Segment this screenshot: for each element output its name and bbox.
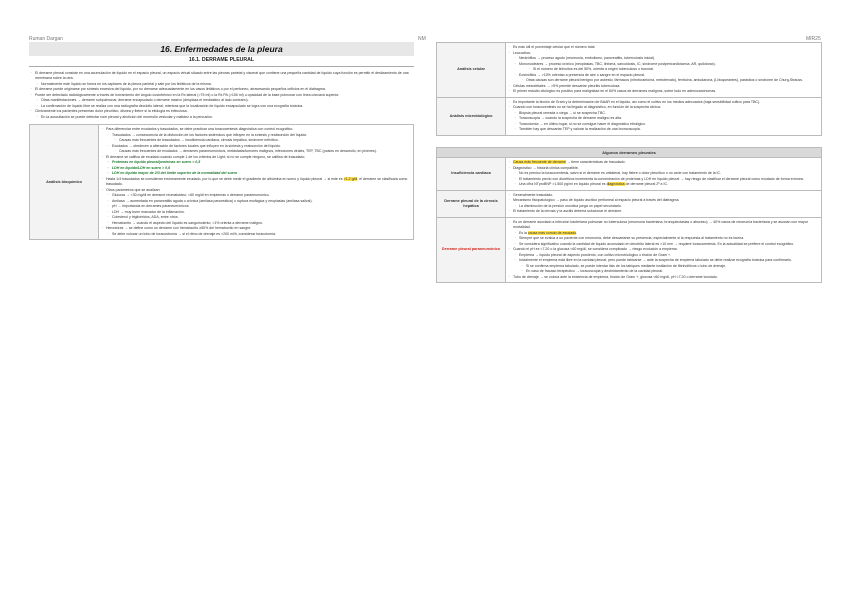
list-item: · Causas más frecuentes de exudados → derrames paraneumónicos, metástasis/tumores malignos, infecciones virales, TEP, TBC (países en desarrollo, en jóvenes).	[113, 149, 410, 155]
list-item: · Tubo de drenaje → se coloca ante la existencia de empiema, tinción de Gram +, glucosa <60 mg/dl, pH <7.20 o derrame loculado.	[507, 275, 818, 281]
list-item: · Hasta 1/4 trasudados se consideran erróneamente exudado, por lo que se debe medir el gradiente de albúmina en suero y líquido pleural → si este es >1,2 g/dl, el derrame se clasificará como trasudado.	[100, 177, 410, 188]
highlight: Causa más frecuente de derrame	[513, 160, 566, 164]
list-item: · Hematocrito → cuando el aspecto del líquido es sanguinolento; >1% orienta a derrame maligno.	[106, 221, 410, 227]
row-label: Derrame pleural de la cirrosis hepática	[437, 190, 506, 217]
list-item: · También hay que descartar TEP y valorar la realización de una broncoscopia.	[513, 127, 818, 133]
cirrosis-row	[437, 190, 822, 217]
list-item: · LDH → muy buen marcador de la inflamación.	[106, 210, 410, 216]
header-right-tag: MIR25	[806, 36, 821, 42]
list-item: · Mecanismo fisiopatológico → paso de líquido ascítico peritoneal al espacio pleural a través del diafragma.	[507, 198, 818, 204]
list-item: · En caso de fracaso terapéutico → toracoscopia y desbridamiento de la cavidad pleural.	[520, 269, 818, 275]
highlight: causa más común de exudado	[527, 230, 577, 235]
highlight: diagnóstica	[606, 182, 625, 186]
list-item: · pH → importancia en derrames paraneumónicos.	[106, 204, 410, 210]
derrames-table-header	[437, 147, 822, 158]
bioquimico-row	[30, 125, 414, 240]
row-content	[506, 158, 822, 191]
list-item: · Neutrófilos → proceso agudo (neumonía, embolismo, pancreatitis, tuberculosis inicial).	[513, 56, 818, 62]
row-content	[506, 43, 822, 98]
list-item: · Biopsia pleural cerrada o ciega → sí se sospecha TBC.	[513, 111, 818, 117]
list-item: · El tratamiento previo con diuréticos incrementa la concentración de proteínas y LDH en líquido pleural → hay riesgo de clasificar el derrame pleural como exudado de forma errónea.	[513, 177, 818, 183]
chapter-title: 16. Enfermedades de la pleura	[29, 42, 414, 56]
list-item: · Hemotórax → se define como un derrame con hematocrito ≥50% del hematocrito en sangre.	[100, 226, 410, 232]
list-item: · Puede ser detectado radiológicamente a través de borramiento del ángulo costofrénico en la Rx lateral (>75 ml) o la Rx PA (>150 ml) u opacidad de la base pulmonar con línea cóncava superior.	[29, 93, 414, 99]
list-item: · Inicialmente el empiema está libre en la cavidad pleural, pero puede tabicarse → ante la sospecha de empiema tabulado se debe realizar ecografía torácica para confirmarlo.	[513, 258, 818, 264]
row-content	[99, 125, 414, 240]
table-title: Algunos derrames pleurales	[437, 147, 822, 158]
header-left-name: Ruman Dargan	[29, 36, 63, 42]
list-item: · Diagnóstico → historia clínica compatible.	[507, 166, 818, 172]
list-item: · Causa más frecuente de derrame → tiene características de trasudado.	[507, 160, 818, 166]
list-item: · Si el número de linfocitos es del 50%, orienta a origen tuberculoso o tumoral.	[527, 67, 818, 73]
list-item: · Clínicamente los pacientes presentan dolor pleurítico, disnea y fiebre si la etiología es infecciosa.	[29, 109, 414, 115]
row-content	[506, 217, 822, 283]
list-item: · Proteínas en líquido pleural/proteínas en suero > 0,5	[106, 160, 410, 166]
list-item: · El primer estudio citológico es positivo para malignidad en el 60% casos de derrames malignos, sobre todo en adenocarcinomas.	[507, 89, 818, 95]
list-item: · El derrame se califica de exudado cuando cumple 1 de los criterios de Light; si no se cumple ninguno, se califica de trasudado.	[100, 155, 410, 161]
list-item: · Trasudados → consecuencia de la disfunción de los factores sistémicos que influyen en la síntesis y reabsorción del líquido.	[106, 133, 410, 139]
derrames-table	[436, 147, 822, 284]
list-item: · Es importante la tinción de Gram y la determinación de BAAR en el líquido, así como el cultivo en los medios adecuados (baja sensibilidad cultivo para TBC).	[507, 100, 818, 106]
list-item: · Toracotomía → en último lugar, si no se consigue hacer el diagnóstico etiológico.	[513, 122, 818, 128]
list-item: · LDH en líquido mayor de 2/3 del límite superior de la normalidad del suero	[106, 171, 410, 177]
list-item: · Se considera significativo cuando la cantidad de líquido acumulado en decúbito lateral es >10 mm → requiere toracocentesis. En la actualidad se prefiere el control ecográfico.	[513, 242, 818, 248]
list-item: · Normalmente este líquido se forma en los capilares de la pleura parietal y sale por los linfáticos de la misma.	[35, 82, 414, 88]
paraneumonico-row	[437, 217, 822, 283]
row-content	[506, 97, 822, 135]
list-item: · Cuando con toracocentesis no se ha llegado al diagnóstico, en función de la sospecha clínica:	[507, 105, 818, 111]
list-item: · El derrame puede originarse por síntesis excesiva del líquido, por no drenarse adecuadamente en los vasos linfáticos o por el peritoneo, atravesando pequeños orificios en el diafragma.	[29, 87, 414, 93]
list-item: · Se debe colocar un tubo de toracostomía → si el ritmo de drenaje es >200 ml/h, considerar toracotomía.	[106, 232, 410, 238]
list-item: · Colesterol y triglicéridos, ADA, entre otros.	[106, 215, 410, 221]
left-page	[29, 42, 414, 240]
list-item: · Es la causa más común de exudado.	[513, 231, 818, 237]
micro-row	[437, 97, 822, 135]
list-item: · Otras manifestaciones → derrame subpulmonar, derrame encapsulado o derrame masivo (desplaza el mediastino al lado contrario).	[35, 98, 414, 104]
analysis-table	[436, 42, 822, 136]
row-label: Análisis celular	[437, 43, 506, 98]
list-item: · La confirmación de líquido libre se realiza con una radiografía decúbito lateral, mientras que la localización de líquido encapsulado se logra con una ecografía torácica.	[35, 104, 414, 110]
list-item: · Es más útil el porcentaje celular que el número total.	[507, 45, 818, 51]
header-center-tag: NM	[418, 36, 426, 42]
intro-list	[29, 71, 414, 121]
list-item: · Células mesoteliales → >5% permite descartar pleuritis tuberculosa.	[507, 84, 818, 90]
list-item: · No es preciso la toracocentesis, salvo si el derrame es unilateral, hay fiebre o dolor pleurítico o no cede con tratamiento de la IC.	[513, 171, 818, 177]
row-label: Análisis microbiológico	[437, 97, 506, 135]
row-label: Análisis bioquímico	[30, 125, 99, 240]
bioquimico-table	[29, 124, 414, 240]
list-item: · LDH en líquido/LDH en suero > 0,6	[106, 166, 410, 172]
list-item: · Amilasa → aumentada en pancreatitis aguda o crónica (amilasa pancreática) o ruptura esofágica y neoplasias (amilasa salival).	[106, 199, 410, 205]
list-item: · Es un derrame asociado a infección bacteriana pulmonar no tuberculosa (neumonía bacteriana, bronquiectasias o absceso) → 40% casos de neumonía bacteriana y se asocian con mayor mortalidad.	[507, 220, 818, 231]
right-page	[436, 42, 822, 283]
section-title: 16.1. DERRAME PLEURAL	[29, 58, 414, 67]
list-item: · Para diferenciar entre exudados y trasudados, se debe practicar una toracocentesis diagnóstica con control ecográfico.	[100, 127, 410, 133]
list-item: · La disminución de la presión oncótica juega un papel secundario.	[513, 204, 818, 210]
list-item: · Si se confirma empiema tabulado, se puede intentar lisis de los tabiques mediante instilación de fibrinolíticos o tubo de drenaje.	[520, 264, 818, 270]
list-item: · Causas más frecuentes de trasudados → insuficiencia cardiaca, cirrosis hepática, síndrome nefrótico.	[113, 138, 410, 144]
list-item: · Exudados → obedecen a alteración de factores locales que influyen en la síntesis y reabsorción del líquido.	[106, 144, 410, 150]
cardiaca-row	[437, 158, 822, 191]
list-item: · Toracoscopia → cuando la sospecha de derrame maligno es alta.	[513, 116, 818, 122]
list-item: · Leucocitos:	[507, 51, 818, 57]
list-item: · El tratamiento de la cirrosis y la ascitis debería solucionar el derrame.	[507, 209, 818, 215]
list-item: · Otras causas son derrame pleural benigno por asbesto, fármacos (nitrofurantoína, metotrexato), fenitoína, amiodarona, β-bloqueantes), parásitos o síndrome de Churg-Strauss.	[520, 78, 818, 84]
highlight: >1,2 g/dl	[343, 176, 358, 181]
list-item: · Mononucleares → proceso crónico (neoplasias, TBC, linfoma, sarcoidosis, IC, síndrome postpericardiotomía, AR, quilotórax).	[513, 62, 818, 68]
celular-row	[437, 43, 822, 98]
row-label: Derrame pleural paraneumónico	[437, 217, 506, 283]
list-item: · Generalmente trasudado.	[507, 193, 818, 199]
list-item: · Glucosa → <30 mg/dl en derrame reumatoideo; <60 mg/dl en empiemas o derrame paraneumónico.	[106, 193, 410, 199]
list-item: · Eosinófilos → >10% orientan a presencia de aire o sangre en el espacio pleural.	[513, 73, 818, 79]
list-item: · Siempre que se evalúa a un paciente con neumonía, debe descartarse su presencia, especialmente si la respuesta al tratamiento no es buena.	[513, 236, 818, 242]
row-label: Insuficiencia cardiaca	[437, 158, 506, 191]
list-item: · Cuando el pH es <7.20 o la glucosa <60 mg/dl, se considera complicado → riesgo evolución a empiema.	[507, 247, 818, 253]
list-item: · Una cifra NTproBNP >1.500 pg/ml en líquido pleural es diagnóstica de derrame pleural 2º a IC.	[513, 182, 818, 188]
list-item: · En la auscultación se puede detectar roce pleural y abolición del murmullo vesicular y matidez a la percusión.	[35, 115, 414, 121]
list-item: · Empiema → líquido pleural de aspecto purulento, con cultivo microbiológico o tinción de Gram +.	[513, 253, 818, 259]
list-item: · El derrame pleural consiste en una acumulación de líquido en el espacio pleural, un espacio virtual situado entre las pleuras parietal y visceral que contiene una pequeña cantidad de líquido cuya función es permitir el deslizamiento de una membrana sobre la otra.	[29, 71, 414, 82]
list-item: · Otros parámetros que se analizan:	[100, 188, 410, 194]
row-content	[506, 190, 822, 217]
